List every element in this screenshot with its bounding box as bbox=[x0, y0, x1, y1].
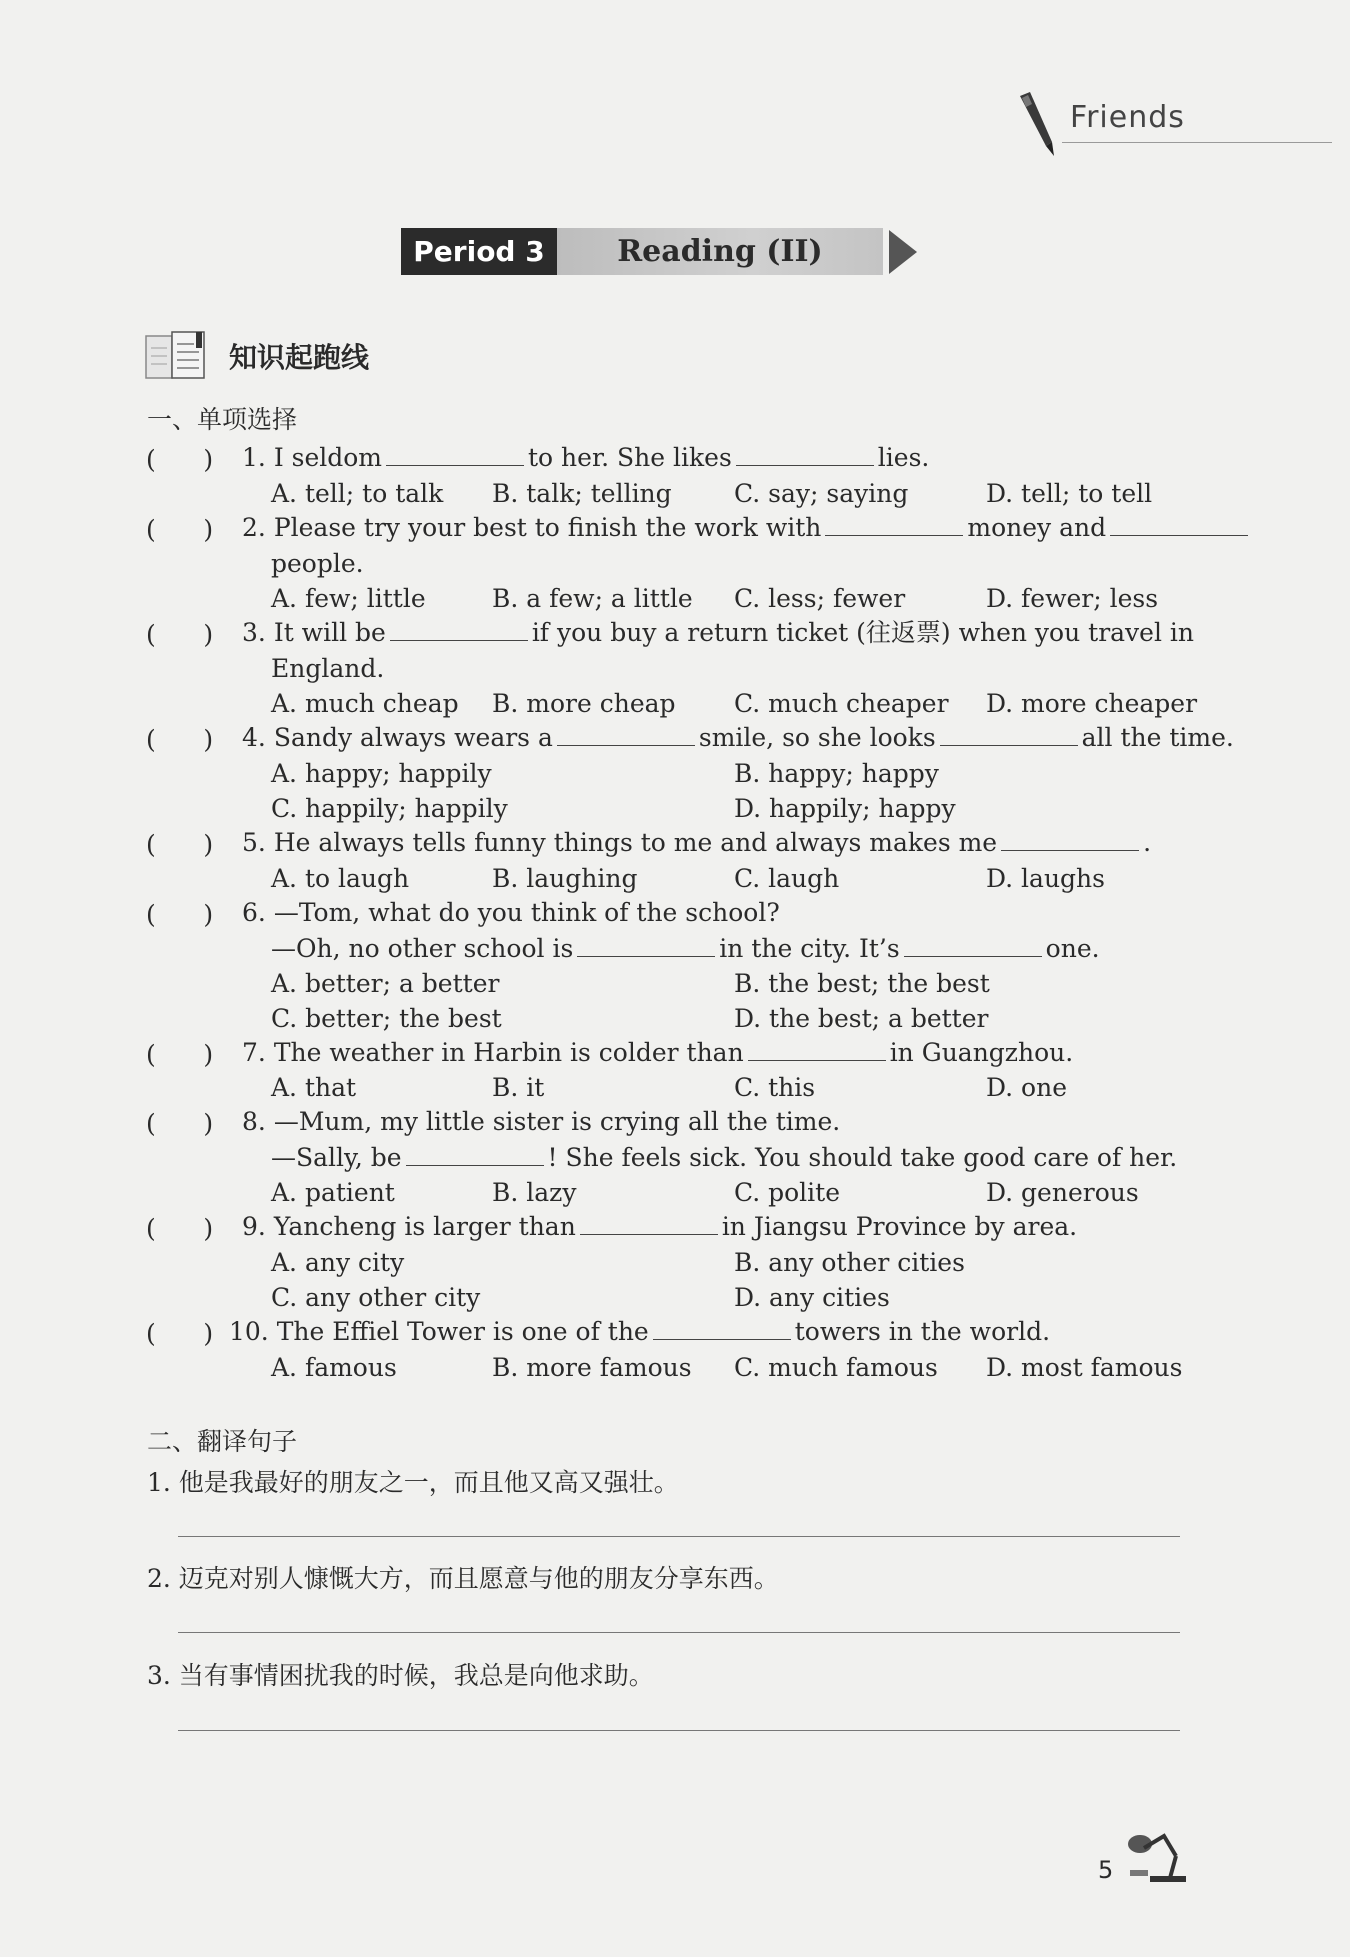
option[interactable]: D. one bbox=[986, 1073, 1067, 1102]
option[interactable]: B. lazy bbox=[492, 1178, 577, 1207]
option[interactable]: A. any city bbox=[271, 1248, 405, 1277]
option[interactable]: C. much famous bbox=[734, 1353, 938, 1382]
option[interactable]: B. a few; a little bbox=[492, 584, 693, 613]
option[interactable]: C. say; saying bbox=[734, 479, 909, 508]
period-banner bbox=[401, 228, 917, 275]
answer-blank[interactable] bbox=[1001, 828, 1139, 851]
question-number: 7. bbox=[242, 1038, 266, 1067]
option[interactable]: A. few; little bbox=[271, 584, 426, 613]
option[interactable]: B. it bbox=[492, 1073, 545, 1102]
option[interactable]: C. less; fewer bbox=[734, 584, 906, 613]
section-label: 知识起跑线 bbox=[229, 341, 370, 374]
option[interactable]: B. more famous bbox=[492, 1353, 692, 1382]
part2-heading: 二、翻译句子 bbox=[147, 1427, 298, 1456]
answer-paren[interactable]: ( ) bbox=[146, 725, 214, 754]
answer-blank[interactable] bbox=[748, 1038, 886, 1061]
answer-blank[interactable] bbox=[904, 934, 1042, 957]
option[interactable]: A. happy; happily bbox=[271, 759, 492, 788]
pen-icon bbox=[1012, 90, 1062, 160]
question-number: 6. bbox=[242, 898, 266, 927]
question-10: 10. The Effiel Tower is one of the towers in the world. bbox=[229, 1317, 1051, 1346]
option[interactable]: A. famous bbox=[271, 1353, 397, 1382]
question-number: 10. bbox=[229, 1317, 269, 1346]
question-4: 4. Sandy always wears a smile, so she looks all the time. bbox=[242, 723, 1234, 752]
option[interactable]: C. better; the best bbox=[271, 1004, 502, 1033]
option[interactable]: C. much cheaper bbox=[734, 689, 949, 718]
answer-paren[interactable]: ( ) bbox=[146, 900, 214, 929]
option[interactable]: C. laugh bbox=[734, 864, 840, 893]
answer-paren[interactable]: ( ) bbox=[146, 1319, 214, 1348]
question-number: 5. bbox=[242, 828, 266, 857]
answer-line[interactable] bbox=[178, 1632, 1180, 1633]
header-divider bbox=[1062, 142, 1332, 143]
option[interactable]: A. better; a better bbox=[271, 969, 500, 998]
question-9: 9. Yancheng is larger than in Jiangsu Province by area. bbox=[242, 1212, 1078, 1241]
answer-blank[interactable] bbox=[577, 934, 715, 957]
option[interactable]: B. the best; the best bbox=[734, 969, 990, 998]
question-7: 7. The weather in Harbin is colder than in Guangzhou. bbox=[242, 1038, 1074, 1067]
question-number: 2. bbox=[242, 513, 266, 542]
banner-arrow-icon bbox=[889, 230, 917, 274]
question-number: 3. bbox=[242, 618, 266, 647]
answer-blank[interactable] bbox=[736, 443, 874, 466]
option[interactable]: B. more cheap bbox=[492, 689, 676, 718]
option[interactable]: C. polite bbox=[734, 1178, 841, 1207]
question-8: 8. —Mum, my little sister is crying all the time. bbox=[242, 1107, 841, 1136]
question-number: 1. bbox=[242, 443, 266, 472]
question-3: 3. It will be if you buy a return ticket (往返票) when you travel in bbox=[242, 618, 1195, 647]
translation-sentence-2: 2. 迈克对别人慷慨大方，而且愿意与他的朋友分享东西。 bbox=[147, 1564, 779, 1593]
question-continuation: people. bbox=[271, 549, 364, 578]
question-5: 5. He always tells funny things to me and always makes me . bbox=[242, 828, 1152, 857]
option[interactable]: C. this bbox=[734, 1073, 816, 1102]
option[interactable]: B. any other cities bbox=[734, 1248, 965, 1277]
option[interactable]: D. tell; to tell bbox=[986, 479, 1153, 508]
option[interactable]: D. most famous bbox=[986, 1353, 1183, 1382]
answer-paren[interactable]: ( ) bbox=[146, 830, 214, 859]
option[interactable]: A. much cheap bbox=[271, 689, 459, 718]
banner-title: Reading (II) bbox=[557, 228, 883, 275]
answer-paren[interactable]: ( ) bbox=[146, 1040, 214, 1069]
answer-paren[interactable]: ( ) bbox=[146, 1214, 214, 1243]
answer-blank[interactable] bbox=[825, 513, 963, 536]
answer-paren[interactable]: ( ) bbox=[146, 515, 214, 544]
answer-blank[interactable] bbox=[390, 618, 528, 641]
answer-blank[interactable] bbox=[653, 1317, 791, 1340]
option[interactable]: D. more cheaper bbox=[986, 689, 1198, 718]
option[interactable]: B. happy; happy bbox=[734, 759, 939, 788]
answer-paren[interactable]: ( ) bbox=[146, 445, 214, 474]
answer-line[interactable] bbox=[178, 1730, 1180, 1731]
option[interactable]: B. talk; telling bbox=[492, 479, 672, 508]
question-number: 8. bbox=[242, 1107, 266, 1136]
option[interactable]: D. generous bbox=[986, 1178, 1139, 1207]
part1-heading: 一、单项选择 bbox=[147, 405, 298, 434]
chapter-title: Friends bbox=[1070, 100, 1185, 135]
question-continuation: England. bbox=[271, 654, 385, 683]
option[interactable]: D. fewer; less bbox=[986, 584, 1159, 613]
option[interactable]: C. happily; happily bbox=[271, 794, 508, 823]
option[interactable]: D. any cities bbox=[734, 1283, 890, 1312]
question-line2: —Sally, be ! She feels sick. You should take good care of her. bbox=[271, 1143, 1178, 1172]
option[interactable]: A. patient bbox=[271, 1178, 395, 1207]
option[interactable]: D. laughs bbox=[986, 864, 1105, 893]
answer-paren[interactable]: ( ) bbox=[146, 620, 214, 649]
option[interactable]: D. happily; happy bbox=[734, 794, 956, 823]
answer-blank[interactable] bbox=[406, 1143, 544, 1166]
question-number: 4. bbox=[242, 723, 266, 752]
option[interactable]: A. that bbox=[271, 1073, 357, 1102]
option[interactable]: D. the best; a better bbox=[734, 1004, 989, 1033]
option[interactable]: A. tell; to talk bbox=[271, 479, 444, 508]
answer-blank[interactable] bbox=[557, 723, 695, 746]
book-icon bbox=[144, 330, 210, 382]
translation-sentence-1: 1. 他是我最好的朋友之一，而且他又高又强壮。 bbox=[147, 1468, 679, 1497]
question-line2: —Oh, no other school is in the city. It’s one. bbox=[271, 934, 1100, 963]
desk-lamp-icon bbox=[1124, 1830, 1190, 1886]
question-6: 6. —Tom, what do you think of the school? bbox=[242, 898, 780, 927]
question-2: 2. Please try your best to finish the work with money and bbox=[242, 513, 1252, 543]
translation-sentence-3: 3. 当有事情困扰我的时候，我总是向他求助。 bbox=[147, 1661, 654, 1690]
answer-blank[interactable] bbox=[940, 723, 1078, 746]
answer-blank[interactable] bbox=[580, 1212, 718, 1235]
question-number: 9. bbox=[242, 1212, 266, 1241]
page-number: 5 bbox=[1098, 1856, 1114, 1884]
banner-period: Period 3 bbox=[401, 228, 557, 275]
answer-paren[interactable]: ( ) bbox=[146, 1109, 214, 1138]
option[interactable]: B. laughing bbox=[492, 864, 638, 893]
option[interactable]: A. to laugh bbox=[271, 864, 410, 893]
answer-line[interactable] bbox=[178, 1536, 1180, 1537]
answer-blank[interactable] bbox=[1110, 513, 1248, 536]
question-1: 1. I seldom to her. She likes lies. bbox=[242, 443, 930, 472]
option[interactable]: C. any other city bbox=[271, 1283, 481, 1312]
answer-blank[interactable] bbox=[386, 443, 524, 466]
